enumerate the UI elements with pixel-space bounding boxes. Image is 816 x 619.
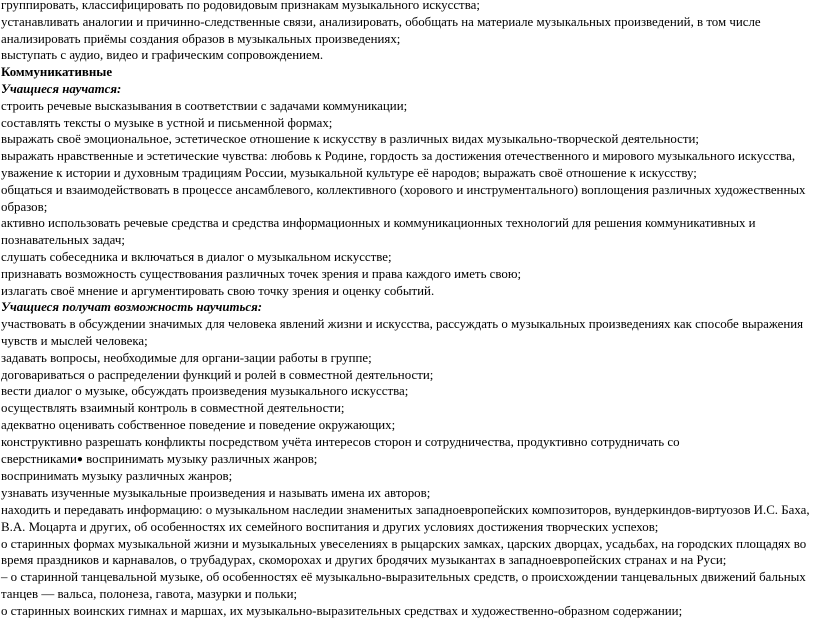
paragraph: о старинных воинских гимнах и маршах, их музыкально-выразительных средствах и художественно-образном содержании; bbox=[1, 603, 683, 618]
subheading-students-will-have-opportunity: Учащиеся получат возможность научиться: bbox=[1, 300, 263, 315]
paragraph: адекватно оценивать собственное поведение и поведение окружающих; bbox=[1, 417, 396, 432]
paragraph: узнавать изученные музыкальные произведения и называть имена их авторов; bbox=[1, 486, 431, 501]
paragraph: о старинных формах музыкальной жизни и музыкальных увеселениях в рыцарских замках, царских дворцах, усадьбах, на городских площадях во время праздников и карнавалов, о трубадурах, скоморохах и других бродячих музыкантах в западноевропейских странах и на Руси; bbox=[1, 536, 807, 568]
paragraph: выражать нравственные и эстетические чувства: любовь к Родине, гордость за достижения отечественного и мирового музыкального искусства, уважение к истории и духовным традициям России, музыкальной культуре её народов; выражать своё отношение к искусству; bbox=[1, 149, 796, 180]
paragraph: договариваться о распределении функций и ролей в совместной деятельности; bbox=[1, 367, 434, 382]
paragraph: задавать вопросы, необходимые для органи-зации работы в группе; bbox=[1, 350, 372, 365]
paragraph-text: сверстниками bbox=[1, 451, 77, 466]
paragraph: строить речевые высказывания в соответствии с задачами коммуникации; bbox=[1, 98, 408, 113]
paragraph: группировать, классифицировать по родовидовым признакам музыкального искусства; bbox=[1, 0, 480, 12]
paragraph: конструктивно разрешать конфликты посредством учёта интересов сторон и сотрудничества, продуктивно сотрудничать со bbox=[1, 434, 680, 449]
paragraph: – о старинной танцевальной музыке, об особенностях её музыкально-выразительных средств, о происхождении танцевальных движений бальных танцев — вальса, полонеза, гавота, мазурки и польки; bbox=[1, 570, 806, 601]
paragraph: излагать своё мнение и аргументировать свою точку зрения и оценку событий. bbox=[1, 283, 435, 298]
paragraph: устанавливать аналогии и причинно-следственные связи, анализировать, обобщать на материале музыкальных произведений, в том числе анализировать приёмы создания образов в музыкальных произведениях; bbox=[1, 14, 761, 46]
paragraph-with-bullet bbox=[1, 451, 813, 469]
bullet-icon: ● bbox=[76, 453, 83, 465]
paragraph: слушать собеседника и включаться в диалог о музыкальном искусстве; bbox=[1, 249, 392, 264]
paragraph: признавать возможность существования различных точек зрения и права каждого иметь свою; bbox=[1, 266, 522, 281]
paragraph: участвовать в обсуждении значимых для человека явлений жизни и искусства, рассуждать о музыкальных произведениях как способе выражения чувств и мыслей человека; bbox=[1, 317, 804, 348]
paragraph: осуществлять взаимный контроль в совместной деятельности; bbox=[1, 401, 345, 416]
paragraph: находить и передавать информацию: о музыкальном наследии знаменитых западноевропейских композиторов, вундеркиндов-виртуозов И.С. Баха, В.А. Моцарта и других, об особенностях их семейного воспитания и других условиях достижения творческих успехов; bbox=[1, 502, 810, 534]
paragraph: выступать с аудио, видео и графическим сопровождением. bbox=[1, 48, 324, 63]
section-heading-communicative: Коммуникативные bbox=[1, 65, 113, 80]
paragraph-text: воспринимать музыку различных жанров; bbox=[82, 451, 318, 466]
paragraph: выражать своё эмоциональное, эстетическое отношение к искусству в различных видах музыкально-творческой деятельности; bbox=[1, 132, 699, 147]
paragraph: активно использовать речевые средства и средства информационных и коммуникационных технологий для решения коммуникативных и познавательных задач; bbox=[1, 216, 756, 248]
paragraph: общаться и взаимодействовать в процессе ансамблевого, коллективного (хорового и инструментального) воплощения различных художественных образов; bbox=[1, 182, 806, 214]
paragraph: составлять тексты о музыке в устной и письменной формах; bbox=[1, 115, 333, 130]
paragraph: воспринимать музыку различных жанров; bbox=[1, 469, 233, 484]
paragraph: вести диалог о музыке, обсуждать произведения музыкального искусства; bbox=[1, 384, 409, 399]
subheading-students-will-learn: Учащиеся научатся: bbox=[1, 81, 122, 96]
